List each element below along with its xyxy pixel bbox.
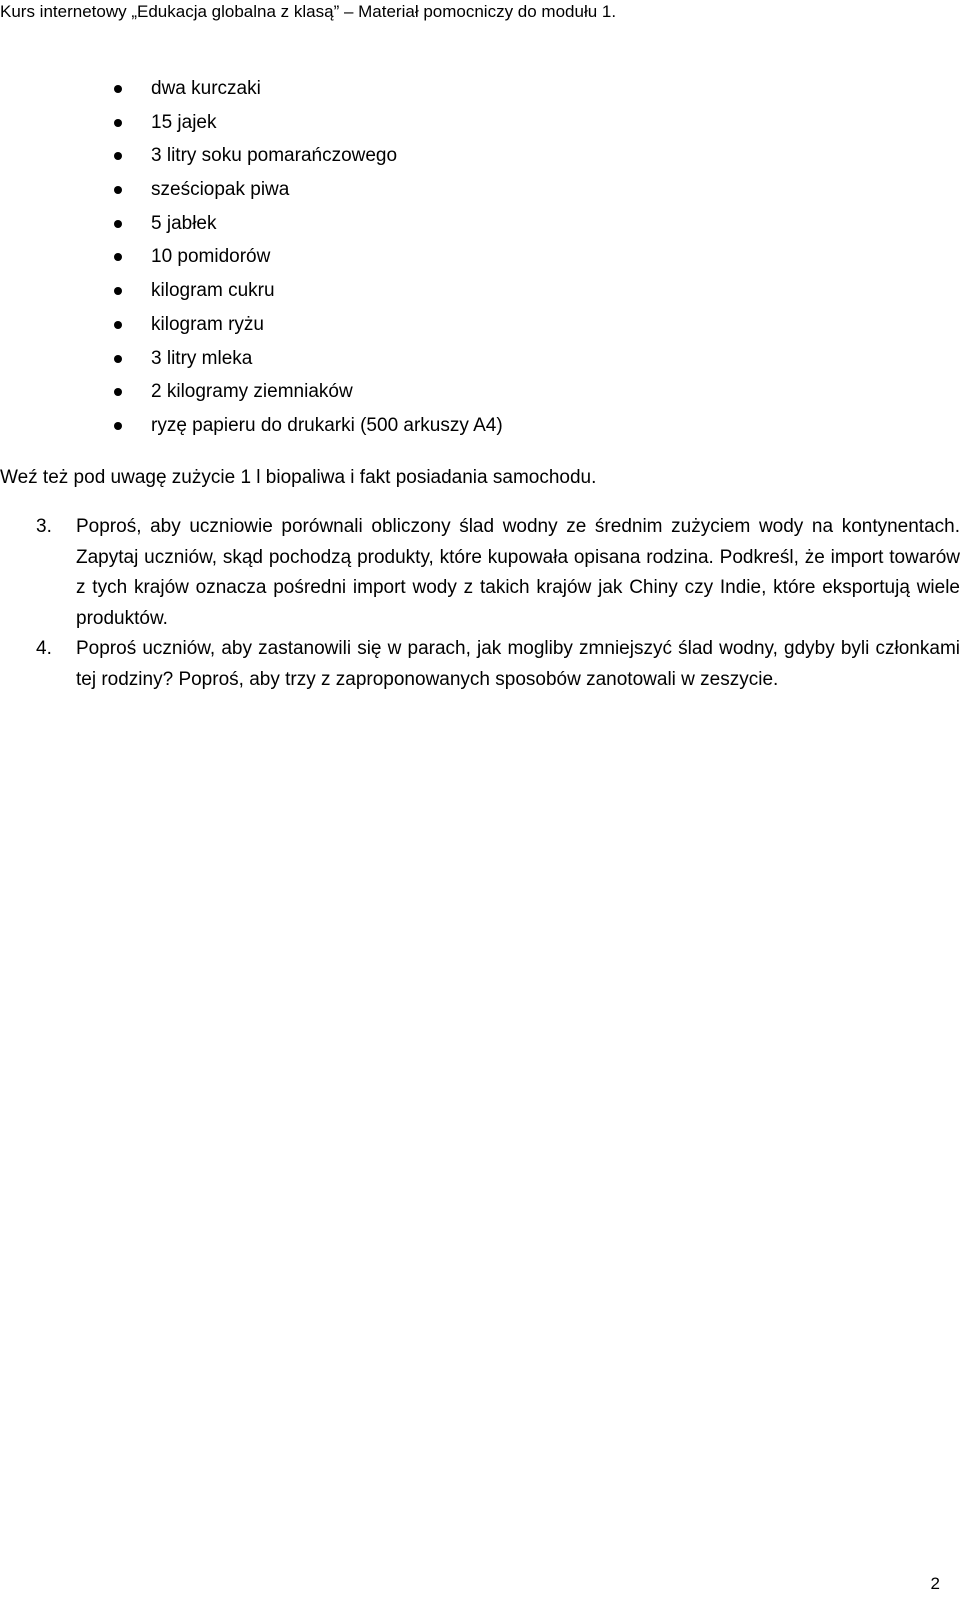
list-item-text: 3 litry mleka <box>151 347 253 369</box>
list-item <box>0 274 503 308</box>
list-item-text: 3 litry soku pomarańczowego <box>151 145 398 167</box>
list-item-text: ryzę papieru do drukarki (500 arkuszy A4) <box>151 414 503 436</box>
bullet-icon <box>114 355 122 363</box>
step-item <box>36 634 960 695</box>
page-header: Kurs internetowy „Edukacja globalna z klasą” – Materiał pomocniczy do modułu 1. <box>0 2 617 21</box>
bullet-icon <box>114 119 122 127</box>
list-item-text: sześciopak piwa <box>151 179 290 201</box>
list-item-text: 5 jabłek <box>151 212 217 234</box>
bullet-icon <box>114 287 122 295</box>
step-text: Poproś, aby uczniowie porównali obliczony ślad wodny ze średnim zużyciem wody na kontynentach. Zapytaj uczniów, skąd pochodzą produkty, które kupowała opisana rodzina. Podkreśl, że import towarów z tych krajów oznacza pośredni import wody z takich krajów jak Chiny czy Indie, które eksportują wiele produktów. <box>76 516 960 629</box>
list-item <box>0 106 503 140</box>
bullet-icon <box>114 220 122 228</box>
list-item <box>0 139 503 173</box>
list-item-text: dwa kurczaki <box>151 78 261 99</box>
list-item <box>0 72 503 106</box>
instruction-steps <box>36 512 960 695</box>
list-item-text: kilogram ryżu <box>151 313 264 335</box>
list-item <box>0 409 503 443</box>
list-item-text: 15 jajek <box>151 111 217 133</box>
biofuel-note: Weź też pod uwagę zużycie 1 l biopaliwa i fakt posiadania samochodu. <box>0 467 597 488</box>
bullet-icon <box>114 422 122 430</box>
list-item <box>0 207 503 241</box>
list-item <box>0 240 503 274</box>
list-item <box>0 342 503 376</box>
bullet-icon <box>114 152 122 160</box>
bullet-icon <box>114 85 122 93</box>
bullet-icon <box>114 186 122 194</box>
bullet-icon <box>114 321 122 329</box>
list-item <box>0 375 503 409</box>
list-item-text: kilogram cukru <box>151 280 275 302</box>
step-number: 4. <box>36 638 52 659</box>
list-item-text: 2 kilogramy ziemniaków <box>151 381 353 403</box>
page-number: 2 <box>930 1574 940 1593</box>
list-item <box>0 308 503 342</box>
step-item <box>36 512 960 634</box>
shopping-list <box>0 72 503 443</box>
step-number: 3. <box>36 516 52 537</box>
step-text: Poproś uczniów, aby zastanowili się w parach, jak mogliby zmniejszyć ślad wodny, gdyby byli członkami tej rodziny? Poproś, aby trzy z zaproponowanych sposobów zanotowali w zeszycie. <box>76 638 960 690</box>
list-item-text: 10 pomidorów <box>151 246 271 268</box>
bullet-icon <box>114 253 122 261</box>
bullet-icon <box>114 388 122 396</box>
list-item <box>0 173 503 207</box>
